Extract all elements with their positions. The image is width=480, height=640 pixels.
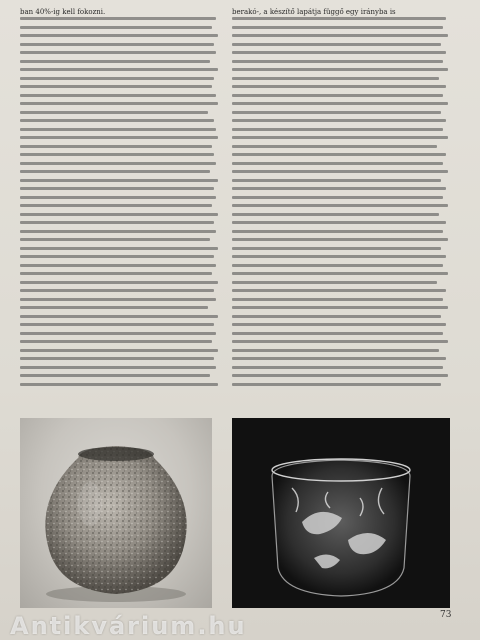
text-line xyxy=(20,162,216,165)
text-line xyxy=(20,247,218,250)
text-line xyxy=(232,298,443,301)
text-line xyxy=(232,323,446,326)
text-line xyxy=(232,128,443,131)
text-line xyxy=(20,289,214,292)
text-line xyxy=(232,94,443,97)
text-line xyxy=(232,357,446,360)
text-line xyxy=(20,68,218,71)
text-line xyxy=(232,383,441,386)
text-line xyxy=(20,26,212,29)
text-line xyxy=(20,204,212,207)
left-column-lead-text: ban 40%-ig kell fokozni. xyxy=(20,8,106,16)
text-line xyxy=(20,272,212,275)
text-line xyxy=(232,34,448,37)
text-line xyxy=(232,119,446,122)
text-line xyxy=(232,264,443,267)
right-column-lead-text: berakó-, a készítő lapátja függő egy irányba is xyxy=(232,8,396,16)
text-line xyxy=(232,60,443,63)
text-line xyxy=(20,357,214,360)
text-line xyxy=(232,204,448,207)
text-line xyxy=(232,221,446,224)
text-line xyxy=(232,145,437,148)
textured-glass-vase-icon xyxy=(20,418,212,608)
text-line xyxy=(20,102,218,105)
text-line xyxy=(232,213,439,216)
text-line xyxy=(20,51,216,54)
text-line xyxy=(232,102,448,105)
text-line xyxy=(20,170,210,173)
text-line xyxy=(20,383,218,386)
text-line xyxy=(20,366,216,369)
text-line xyxy=(232,51,446,54)
text-line xyxy=(232,238,448,241)
text-line xyxy=(232,272,448,275)
left-column-body-lines xyxy=(20,17,220,386)
text-line xyxy=(232,170,448,173)
text-line xyxy=(232,68,448,71)
text-line xyxy=(232,43,441,46)
text-line xyxy=(20,315,218,318)
text-line xyxy=(20,119,214,122)
text-line xyxy=(20,332,216,335)
text-line xyxy=(20,238,210,241)
text-line xyxy=(232,340,448,343)
text-line xyxy=(20,255,214,258)
text-line xyxy=(232,85,446,88)
text-line xyxy=(232,349,439,352)
text-line xyxy=(232,26,443,29)
text-line xyxy=(20,374,210,377)
text-line xyxy=(20,187,214,190)
text-line xyxy=(232,230,443,233)
text-line xyxy=(232,306,448,309)
text-line xyxy=(232,255,446,258)
text-line xyxy=(20,128,216,131)
text-line xyxy=(20,94,216,97)
page-number: 73 xyxy=(440,610,452,620)
text-line xyxy=(232,162,443,165)
text-line xyxy=(232,196,443,199)
text-line xyxy=(20,43,214,46)
text-line xyxy=(232,187,446,190)
text-line xyxy=(232,374,448,377)
text-line xyxy=(232,247,441,250)
text-line xyxy=(20,340,212,343)
engraved-glass-bowl-with-fish-icon xyxy=(232,418,450,608)
text-line xyxy=(20,323,214,326)
text-line xyxy=(232,111,441,114)
watermark: Antikvárium.hu xyxy=(10,612,247,640)
text-line xyxy=(232,153,446,156)
text-line xyxy=(20,179,218,182)
text-line xyxy=(20,349,218,352)
text-line xyxy=(20,34,218,37)
text-line xyxy=(232,366,443,369)
text-line xyxy=(20,145,212,148)
text-line xyxy=(20,298,216,301)
photo-engraved-glass-bowl xyxy=(232,418,450,608)
text-line xyxy=(232,179,441,182)
right-column-body-lines xyxy=(232,17,450,386)
text-line xyxy=(232,17,446,20)
text-line xyxy=(232,136,448,139)
text-line xyxy=(20,153,214,156)
text-line xyxy=(20,60,210,63)
text-line xyxy=(20,221,214,224)
text-line xyxy=(232,289,446,292)
text-line xyxy=(20,281,218,284)
text-line xyxy=(20,230,216,233)
text-line xyxy=(20,264,216,267)
text-line xyxy=(232,315,441,318)
text-line xyxy=(232,332,443,335)
text-line xyxy=(20,111,208,114)
text-line xyxy=(20,77,214,80)
text-column-left xyxy=(20,8,220,391)
photo-textured-glass-vase xyxy=(20,418,212,608)
text-line xyxy=(232,77,439,80)
text-line xyxy=(20,136,218,139)
text-column-right xyxy=(232,8,450,391)
text-line xyxy=(232,281,437,284)
text-line xyxy=(20,85,212,88)
text-line xyxy=(20,306,208,309)
text-line xyxy=(20,17,216,20)
text-line xyxy=(20,196,216,199)
text-line xyxy=(20,213,218,216)
